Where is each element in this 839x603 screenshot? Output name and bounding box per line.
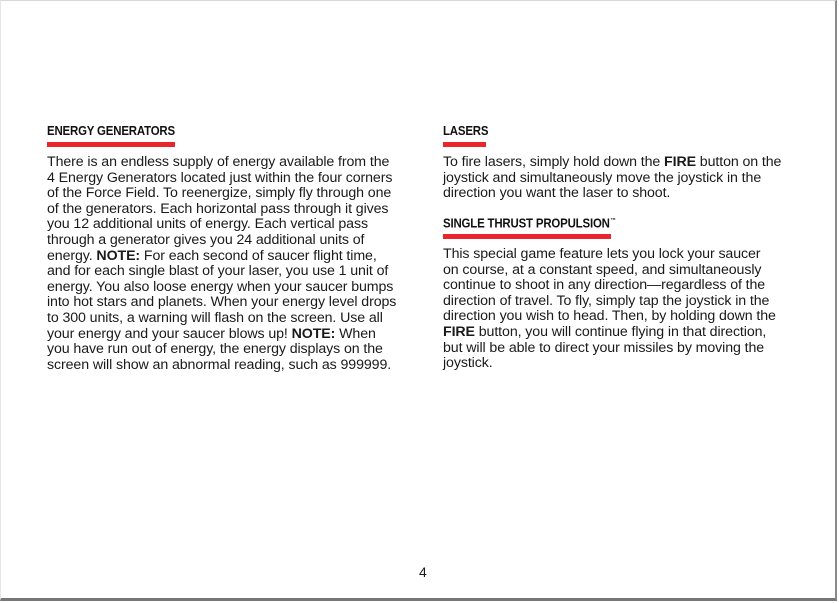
heading-underline-bar [443, 234, 611, 239]
note-label: NOTE: [96, 247, 141, 264]
trademark-symbol: ™ [610, 217, 616, 224]
energy-generators-section [47, 123, 422, 373]
text-run: button on the joystick and simultaneously move the joystick in the direction you want the laser to shoot. [443, 154, 782, 202]
text-run: There is an endless supply of energy available from the 4 Energy Generators located just within the four corners of the Force Field. To reenergize, simply fly through one of the generators. Each horizontal pass through it gives you 12 additional units of energy. Each vertical pass through a generator gives you 24 additional units of energy. [47, 154, 393, 264]
fire-label: FIRE [443, 324, 475, 341]
text-run: For each second of saucer flight time, and for each single blast of your laser, you use 1 unit of energy. You also loose energy when your saucer bumps into hot stars and planets. When your energy level drops to 300 units, a warning will flash on the screen. Use all your energy and your saucer blows up! [47, 247, 397, 342]
text-run: To fire lasers, simply hold down the [443, 154, 665, 170]
single-thrust-propulsion-text [443, 247, 813, 372]
heading-text: SINGLE THRUST PROPULSION [443, 215, 610, 231]
page-number: 4 [419, 564, 427, 580]
text-run: When you have run out of energy, the energy displays on the screen will show an abnormal reading, such as 999999. [47, 325, 392, 373]
lasers-text [443, 155, 813, 202]
energy-generators-text [47, 155, 422, 373]
note-label: NOTE: [291, 325, 336, 342]
right-column [443, 123, 813, 372]
energy-generators-heading: ENERGY GENERATORS [47, 123, 175, 138]
heading-underline-bar [443, 142, 486, 147]
heading-underline-bar [47, 142, 175, 147]
lasers-section [443, 123, 813, 202]
single-thrust-propulsion-section [443, 213, 813, 372]
text-run: This special game feature lets you lock your saucer on course, at a constant speed, and simultaneously continue to shoot in any direction—regardless of the direction of travel. To fly, simply tap the joystick in the direction you wish to head. Then, by holding down the [443, 246, 776, 325]
fire-label: FIRE [664, 154, 696, 170]
lasers-heading: LASERS [443, 123, 489, 138]
text-run: button, you will continue flying in that direction, but will be able to direct your missiles by moving the joystick. [443, 324, 767, 372]
single-thrust-propulsion-heading [443, 213, 769, 231]
